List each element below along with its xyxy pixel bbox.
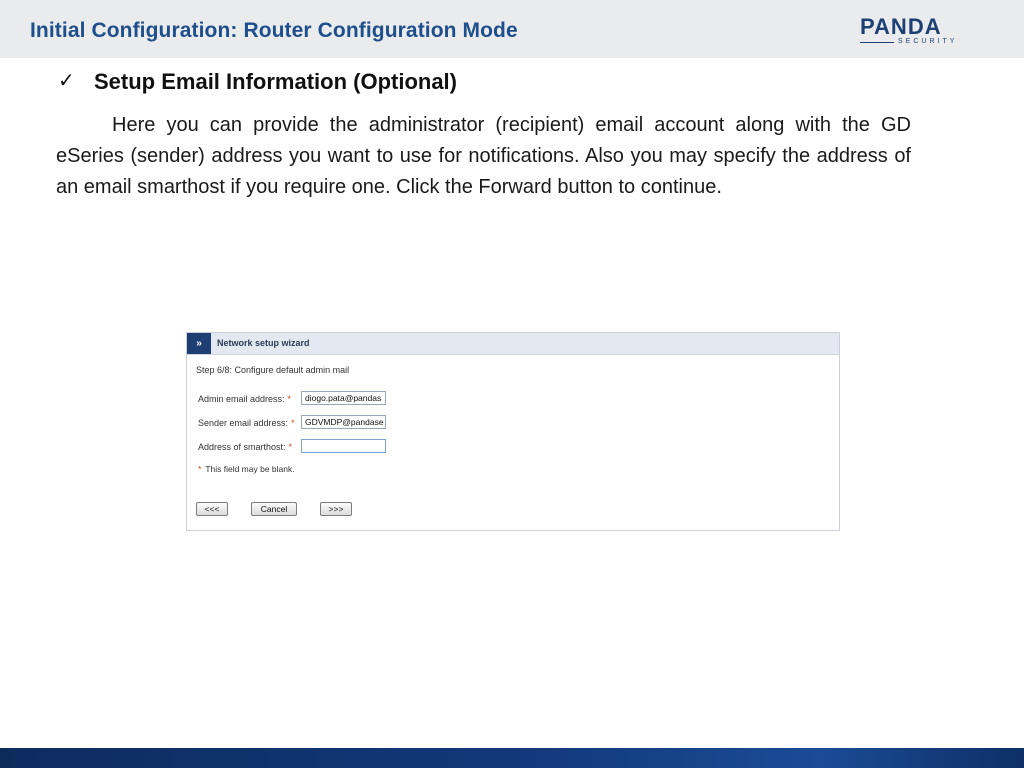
- logo-underline: [860, 42, 894, 43]
- smarthost-label: Address of smarthost: *: [198, 442, 293, 452]
- slide-title: Initial Configuration: Router Configuration Mode: [30, 19, 518, 42]
- blank-field-note: * This field may be blank.: [198, 464, 295, 474]
- admin-email-input[interactable]: diogo.pata@pandas: [301, 391, 386, 405]
- wizard-title: Network setup wizard: [217, 338, 310, 348]
- sender-email-input[interactable]: GDVMDP@pandase: [301, 415, 386, 429]
- cancel-button[interactable]: Cancel: [251, 502, 297, 516]
- forward-button[interactable]: >>>: [320, 502, 352, 516]
- logo-wordmark: PANDA: [860, 14, 942, 39]
- slide-header: [0, 0, 1024, 58]
- double-chevron-icon: »: [187, 333, 211, 354]
- wizard-header: [187, 333, 839, 355]
- smarthost-input[interactable]: [301, 439, 386, 453]
- body-paragraph: Here you can provide the administrator (recipient) email account along with the GD eSeries (sender) address you want to use for notifications. Also you may specify the address of an email smarthost if you require one. Click the Forward button to continue.: [56, 114, 911, 198]
- required-asterisk: *: [288, 442, 293, 452]
- bullet-heading: Setup Email Information (Optional): [94, 69, 457, 94]
- required-asterisk: *: [287, 394, 292, 404]
- footer-bar: [0, 748, 1024, 768]
- check-icon: ✓: [58, 68, 75, 92]
- wizard-step-label: Step 6/8: Configure default admin mail: [196, 365, 350, 375]
- sender-email-label: Sender email address: *: [198, 418, 295, 428]
- panda-security-logo: [860, 16, 972, 46]
- back-button[interactable]: <<<: [196, 502, 228, 516]
- admin-email-label: Admin email address: *: [198, 394, 292, 404]
- network-setup-wizard-panel: [186, 332, 840, 531]
- required-asterisk: *: [291, 418, 295, 428]
- logo-subtitle: SECURITY: [898, 38, 958, 45]
